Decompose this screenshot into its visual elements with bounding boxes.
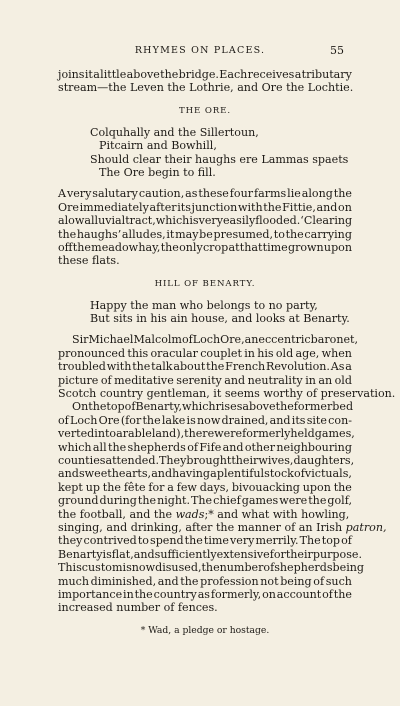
text-line: Benarty is flat, and sufficiently extensive for their purpose. bbox=[58, 547, 362, 561]
running-title: RHYMES ON PLACES. bbox=[134, 45, 266, 56]
text-line: troubled with the talk about the French Revolution. As a bbox=[58, 360, 352, 374]
text-run: and what with howling, bbox=[213, 507, 350, 521]
text-line: verted into arable land), there were formerly held games, bbox=[58, 427, 355, 441]
page-body bbox=[58, 68, 396, 637]
footnote-mark: ;* bbox=[204, 507, 214, 521]
text-line: importance in the country as formerly, on account of the bbox=[58, 587, 352, 601]
text-line: Ore immediately after its junction with the Fittie, and on bbox=[58, 200, 352, 214]
text-line: This custom is now disused, the number of shepherds being bbox=[58, 561, 365, 575]
text-line bbox=[58, 520, 387, 534]
verse-line: Happy the man who belongs to no party, bbox=[90, 298, 318, 312]
text-line: picture of meditative serenity and neutrality in an old bbox=[58, 373, 352, 387]
text-line: these flats. bbox=[58, 254, 120, 268]
text-line: ground during the night. The chief games were the golf, bbox=[58, 494, 352, 508]
text-line: increased number of fences. bbox=[58, 601, 218, 615]
text-line: off the meadow hay, the only crop at that time grown upon bbox=[58, 240, 352, 254]
section-heading: THE ORE. bbox=[179, 105, 231, 116]
text-run: singing, and drinking, after the manner of an Irish bbox=[58, 520, 346, 534]
text-line: of Loch Ore (for the lake is now drained, and its site con- bbox=[58, 413, 352, 427]
verse-line: Should clear their haughs ere Lammas spaets bbox=[90, 152, 349, 166]
text-line: the haughs’ alludes, it may be presumed, to the carrying bbox=[58, 227, 352, 241]
text-line: a low alluvial tract, which is very easily flooded. ‘ Clearing bbox=[58, 214, 353, 228]
text-line bbox=[58, 508, 352, 521]
text-line: On the top of Benarty, which rises above the former bed bbox=[72, 400, 354, 414]
verse-line: Pitcairn and Bowhill, bbox=[99, 139, 217, 153]
text-line: joins it a little above the bridge. Each receives a tributary bbox=[58, 68, 352, 81]
text-line: which all the shepherds of Fife and other neighbouring bbox=[58, 440, 352, 454]
text-line: Scotch country gentleman, it seems worthy of preservation. bbox=[58, 387, 396, 401]
verse-line: But sits in his ain house, and looks at Benarty. bbox=[90, 312, 350, 326]
text-line: and sweethearts, and having a plentiful stock of victuals, bbox=[58, 467, 352, 481]
text-line: kept up the fête for a few days, bivouacking upon the bbox=[58, 480, 352, 494]
italic-word: patron, bbox=[345, 520, 387, 534]
verse-line: The Ore begin to fill. bbox=[99, 165, 216, 179]
italic-word: wads bbox=[175, 507, 205, 521]
text-line: Sir Michael Malcolm of Loch Ore, an eccentric baronet, bbox=[72, 333, 359, 347]
section-heading: HILL OF BENARTY. bbox=[154, 278, 256, 289]
text-line: counties attended. They brought their wives, daughters, bbox=[58, 453, 355, 467]
page-number: 55 bbox=[330, 44, 344, 57]
verse-block bbox=[58, 126, 352, 180]
footnote: * Wad, a pledge or hostage. bbox=[140, 624, 270, 636]
verse-line: Colquhally and the Sillertoun, bbox=[90, 125, 259, 139]
text-line: much diminished, and the profession not being of such bbox=[58, 574, 352, 588]
text-line: stream—the Leven the Lothrie, and Ore the Lochtie. bbox=[58, 81, 354, 95]
running-header bbox=[0, 44, 400, 58]
text-line: they contrived to spend the time very merrily. The top of bbox=[58, 534, 352, 548]
text-line: pronounced this oracular couplet in his old age, when bbox=[58, 346, 352, 360]
verse-block bbox=[58, 299, 352, 326]
text-run: the football, and the bbox=[58, 507, 176, 521]
text-line: A very salutary caution, as these four farms lie along the bbox=[58, 187, 352, 201]
